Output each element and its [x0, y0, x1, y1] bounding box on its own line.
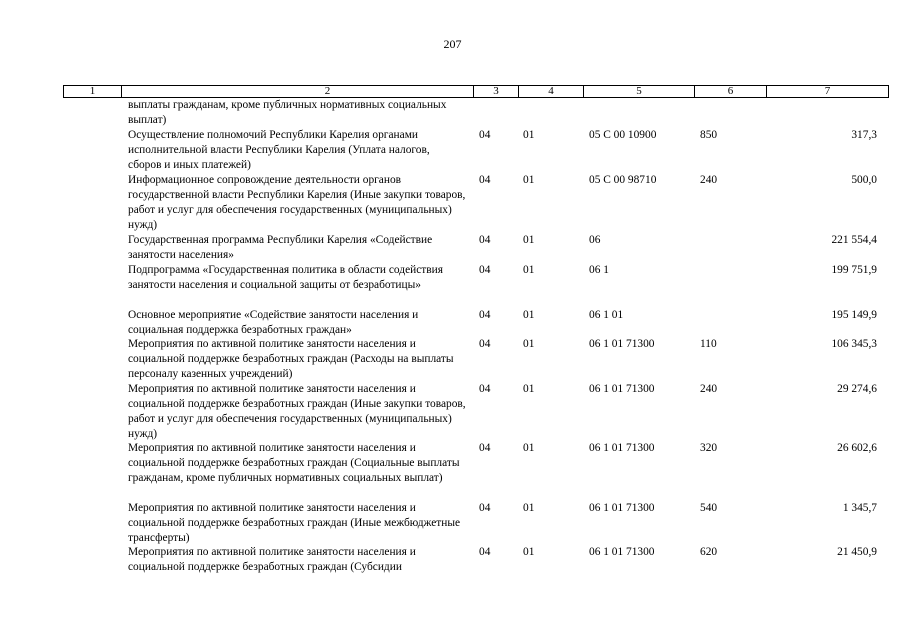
row-section: 04: [479, 338, 491, 350]
row-amount: 106 345,3: [831, 338, 877, 350]
header-col-5: 5: [583, 86, 694, 97]
row-description: Государственная программа Республики Карелия «Содействие занятости населения»: [128, 234, 433, 261]
row-target-code: 06 1 01 71300: [589, 502, 655, 514]
row-subsection: 01: [523, 442, 535, 454]
row-amount: 199 751,9: [831, 264, 877, 276]
row-target-code: 06 1 01: [589, 309, 624, 321]
row-expense-type: 110: [700, 338, 717, 350]
row-section: 04: [479, 129, 491, 141]
row-subsection: 01: [523, 309, 535, 321]
row-amount: 26 602,6: [837, 442, 877, 454]
row-section: 04: [479, 442, 491, 454]
row-target-code: 06: [589, 234, 601, 246]
row-section: 04: [479, 546, 491, 558]
row-subsection: 01: [523, 546, 535, 558]
page-number: 207: [443, 37, 462, 51]
row-target-code: 06 1 01 71300: [589, 546, 655, 558]
row-amount: 500,0: [851, 174, 877, 186]
row-subsection: 01: [523, 338, 535, 350]
header-col-3: 3: [473, 86, 518, 97]
row-description: Мероприятия по активной политике занятости населения и социальной поддержке безработных граждан (Социальные выплаты гражданам, кроме публичных нормативных социальных выплат): [128, 442, 460, 484]
row-expense-type: 320: [700, 442, 718, 454]
row-description: Осуществление полномочий Республики Карелия органами исполнительной власти Республики Карелия (Уплата налогов, сборов и иных платежей): [128, 129, 430, 171]
header-col-7: 7: [766, 86, 888, 97]
row-subsection: 01: [523, 129, 535, 141]
header-col-1: 1: [89, 85, 96, 97]
row-description: Мероприятия по активной политике занятости населения и социальной поддержке безработных граждан (Иные закупки товаров, работ и услуг для обеспечения государственных (муниципальных) нужд): [128, 383, 466, 440]
row-subsection: 01: [523, 174, 535, 186]
row-expense-type: 540: [700, 502, 718, 514]
row-amount: 29 274,6: [837, 383, 877, 395]
row-subsection: 01: [523, 502, 535, 514]
row-description: Мероприятия по активной политике занятости населения и социальной поддержке безработных граждан (Иные межбюджетные трансферты): [128, 502, 461, 544]
row-section: 04: [479, 309, 491, 321]
row-amount: 21 450,9: [837, 546, 877, 558]
row-amount: 195 149,9: [831, 309, 877, 321]
row-subsection: 01: [523, 264, 535, 276]
table-header: [63, 85, 889, 98]
row-expense-type: 620: [700, 546, 718, 558]
row-expense-type: 240: [700, 174, 718, 186]
row-amount: 1 345,7: [842, 502, 877, 514]
row-amount: 221 554,4: [831, 234, 877, 246]
row-target-code: 06 1 01 71300: [589, 383, 655, 395]
row-expense-type: 240: [700, 383, 718, 395]
row-target-code: 06 1 01 71300: [589, 338, 655, 350]
row-subsection: 01: [523, 234, 535, 246]
row-section: 04: [479, 502, 491, 514]
row-target-code: 06 1: [589, 264, 609, 276]
row-description: Мероприятия по активной политике занятости населения и социальной поддержке безработных граждан (Субсидии: [128, 546, 416, 573]
row-description: Подпрограмма «Государственная политика в области содействия занятости населения и социальной защиты от безработицы»: [128, 264, 443, 291]
row-amount: 317,3: [851, 129, 877, 141]
row-section: 04: [479, 264, 491, 276]
row-section: 04: [479, 234, 491, 246]
row-subsection: 01: [523, 383, 535, 395]
header-col-4: 4: [518, 86, 583, 97]
row-expense-type: 850: [700, 129, 718, 141]
row-section: 04: [479, 383, 491, 395]
row-description: Основное мероприятие «Содействие занятости населения и социальная поддержка безработных граждан»: [128, 309, 419, 336]
row-target-code: 05 С 00 10900: [589, 129, 657, 141]
row-target-code: 05 С 00 98710: [589, 174, 657, 186]
row-description: Информационное сопровождение деятельности органов государственной власти Республики Карелия (Иные закупки товаров, работ и услуг для обеспечения государственных (муниципальных) нужд): [128, 174, 466, 231]
header-col-2: 2: [121, 86, 533, 97]
row-section: 04: [479, 174, 491, 186]
row-description: выплаты гражданам, кроме публичных нормативных социальных выплат): [128, 99, 447, 126]
row-description: Мероприятия по активной политике занятости населения и социальной поддержке безработных граждан (Расходы на выплаты персоналу казенных учреждений): [128, 338, 454, 380]
row-target-code: 06 1 01 71300: [589, 442, 655, 454]
header-col-6: 6: [694, 86, 766, 97]
